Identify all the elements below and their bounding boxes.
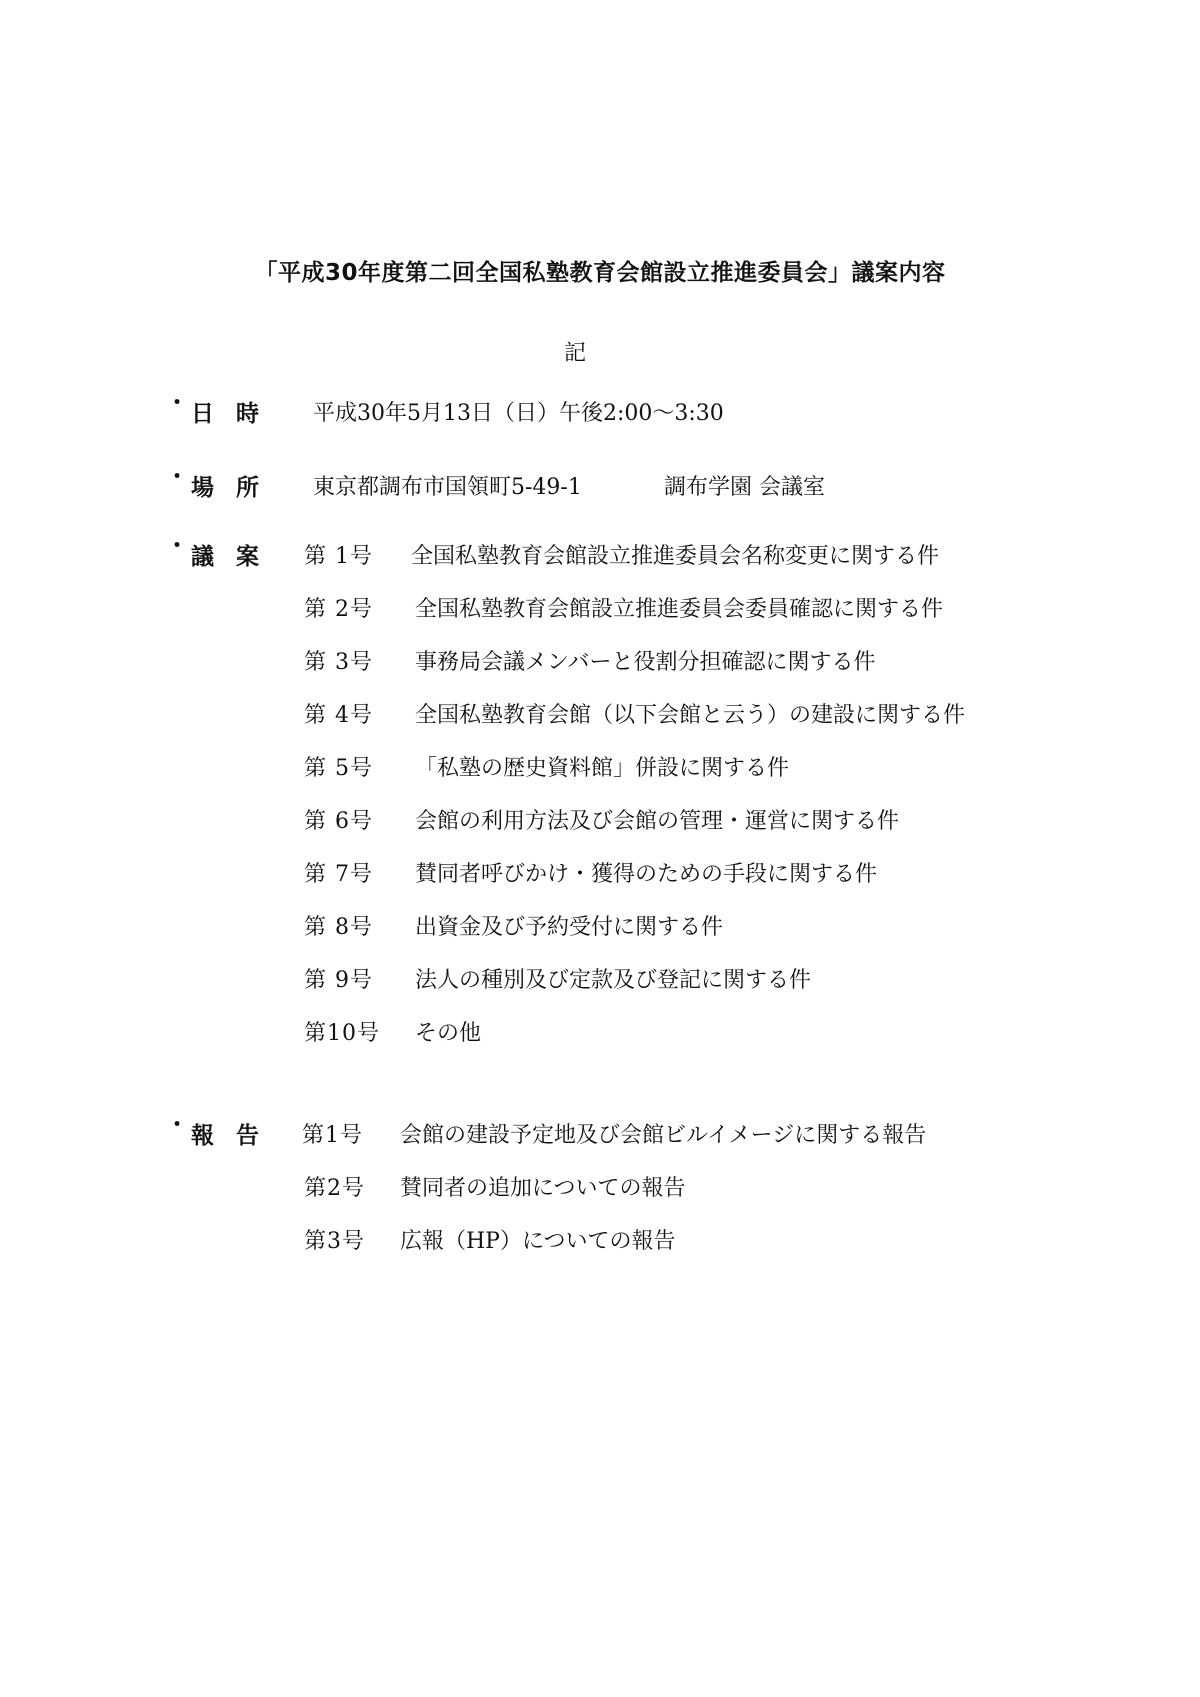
page-title: 「平成30年度第二回全国私塾教育会館設立推進委員会」議案内容 [254,260,946,286]
place-address: 東京都調布市国領町5-49-1 [313,475,582,500]
bullet-place: ・ [166,464,189,490]
agenda-number: 第 2号 [304,597,373,622]
report-number: 第3号 [304,1229,365,1254]
agenda-number: 第 3号 [304,650,373,675]
bullet-agenda: ・ [166,533,189,559]
agenda-text: 賛同者呼びかけ・獲得のための手段に関する件 [415,862,878,887]
place-label: 場所 [191,475,281,501]
report-text: 広報（HP）についての報告 [400,1229,676,1254]
datetime-label: 日時 [191,401,281,427]
agenda-text: 出資金及び予約受付に関する件 [415,915,724,940]
agenda-text: 全国私塾教育会館設立推進委員会名称変更に関する件 [411,544,940,569]
agenda-number: 第 4号 [304,703,373,728]
report-number: 第1号 [302,1123,363,1148]
agenda-text: 全国私塾教育会館設立推進委員会委員確認に関する件 [415,597,944,622]
bullet-datetime: ・ [166,390,189,416]
bullet-report: ・ [166,1112,189,1138]
report-text: 賛同者の追加についての報告 [400,1176,686,1201]
agenda-number: 第 7号 [304,862,373,887]
agenda-text: 事務局会議メンバーと役割分担確認に関する件 [415,650,876,675]
report-text: 会館の建設予定地及び会館ビルイメージに関する報告 [400,1123,927,1148]
agenda-number: 第10号 [304,1021,380,1046]
ki-heading: 記 [563,341,586,366]
agenda-number: 第 6号 [304,809,373,834]
agenda-label: 議案 [191,544,281,570]
agenda-number: 第 9号 [304,968,373,993]
agenda-number: 第 1号 [304,544,373,569]
agenda-text: 法人の種別及び定款及び登記に関する件 [415,968,812,993]
agenda-text: その他 [415,1021,482,1046]
agenda-text: 「私塾の歴史資料館」併設に関する件 [415,756,790,781]
agenda-number: 第 8号 [304,915,373,940]
agenda-text: 会館の利用方法及び会館の管理・運営に関する件 [415,809,900,834]
agenda-number: 第 5号 [304,756,373,781]
place-venue: 調布学園 会議室 [664,475,825,500]
agenda-text: 全国私塾教育会館（以下会館と云う）の建設に関する件 [415,703,966,728]
report-number: 第2号 [304,1176,365,1201]
datetime-value: 平成30年5月13日（日）午後2:00〜3:30 [313,401,724,426]
report-label: 報告 [191,1123,281,1149]
